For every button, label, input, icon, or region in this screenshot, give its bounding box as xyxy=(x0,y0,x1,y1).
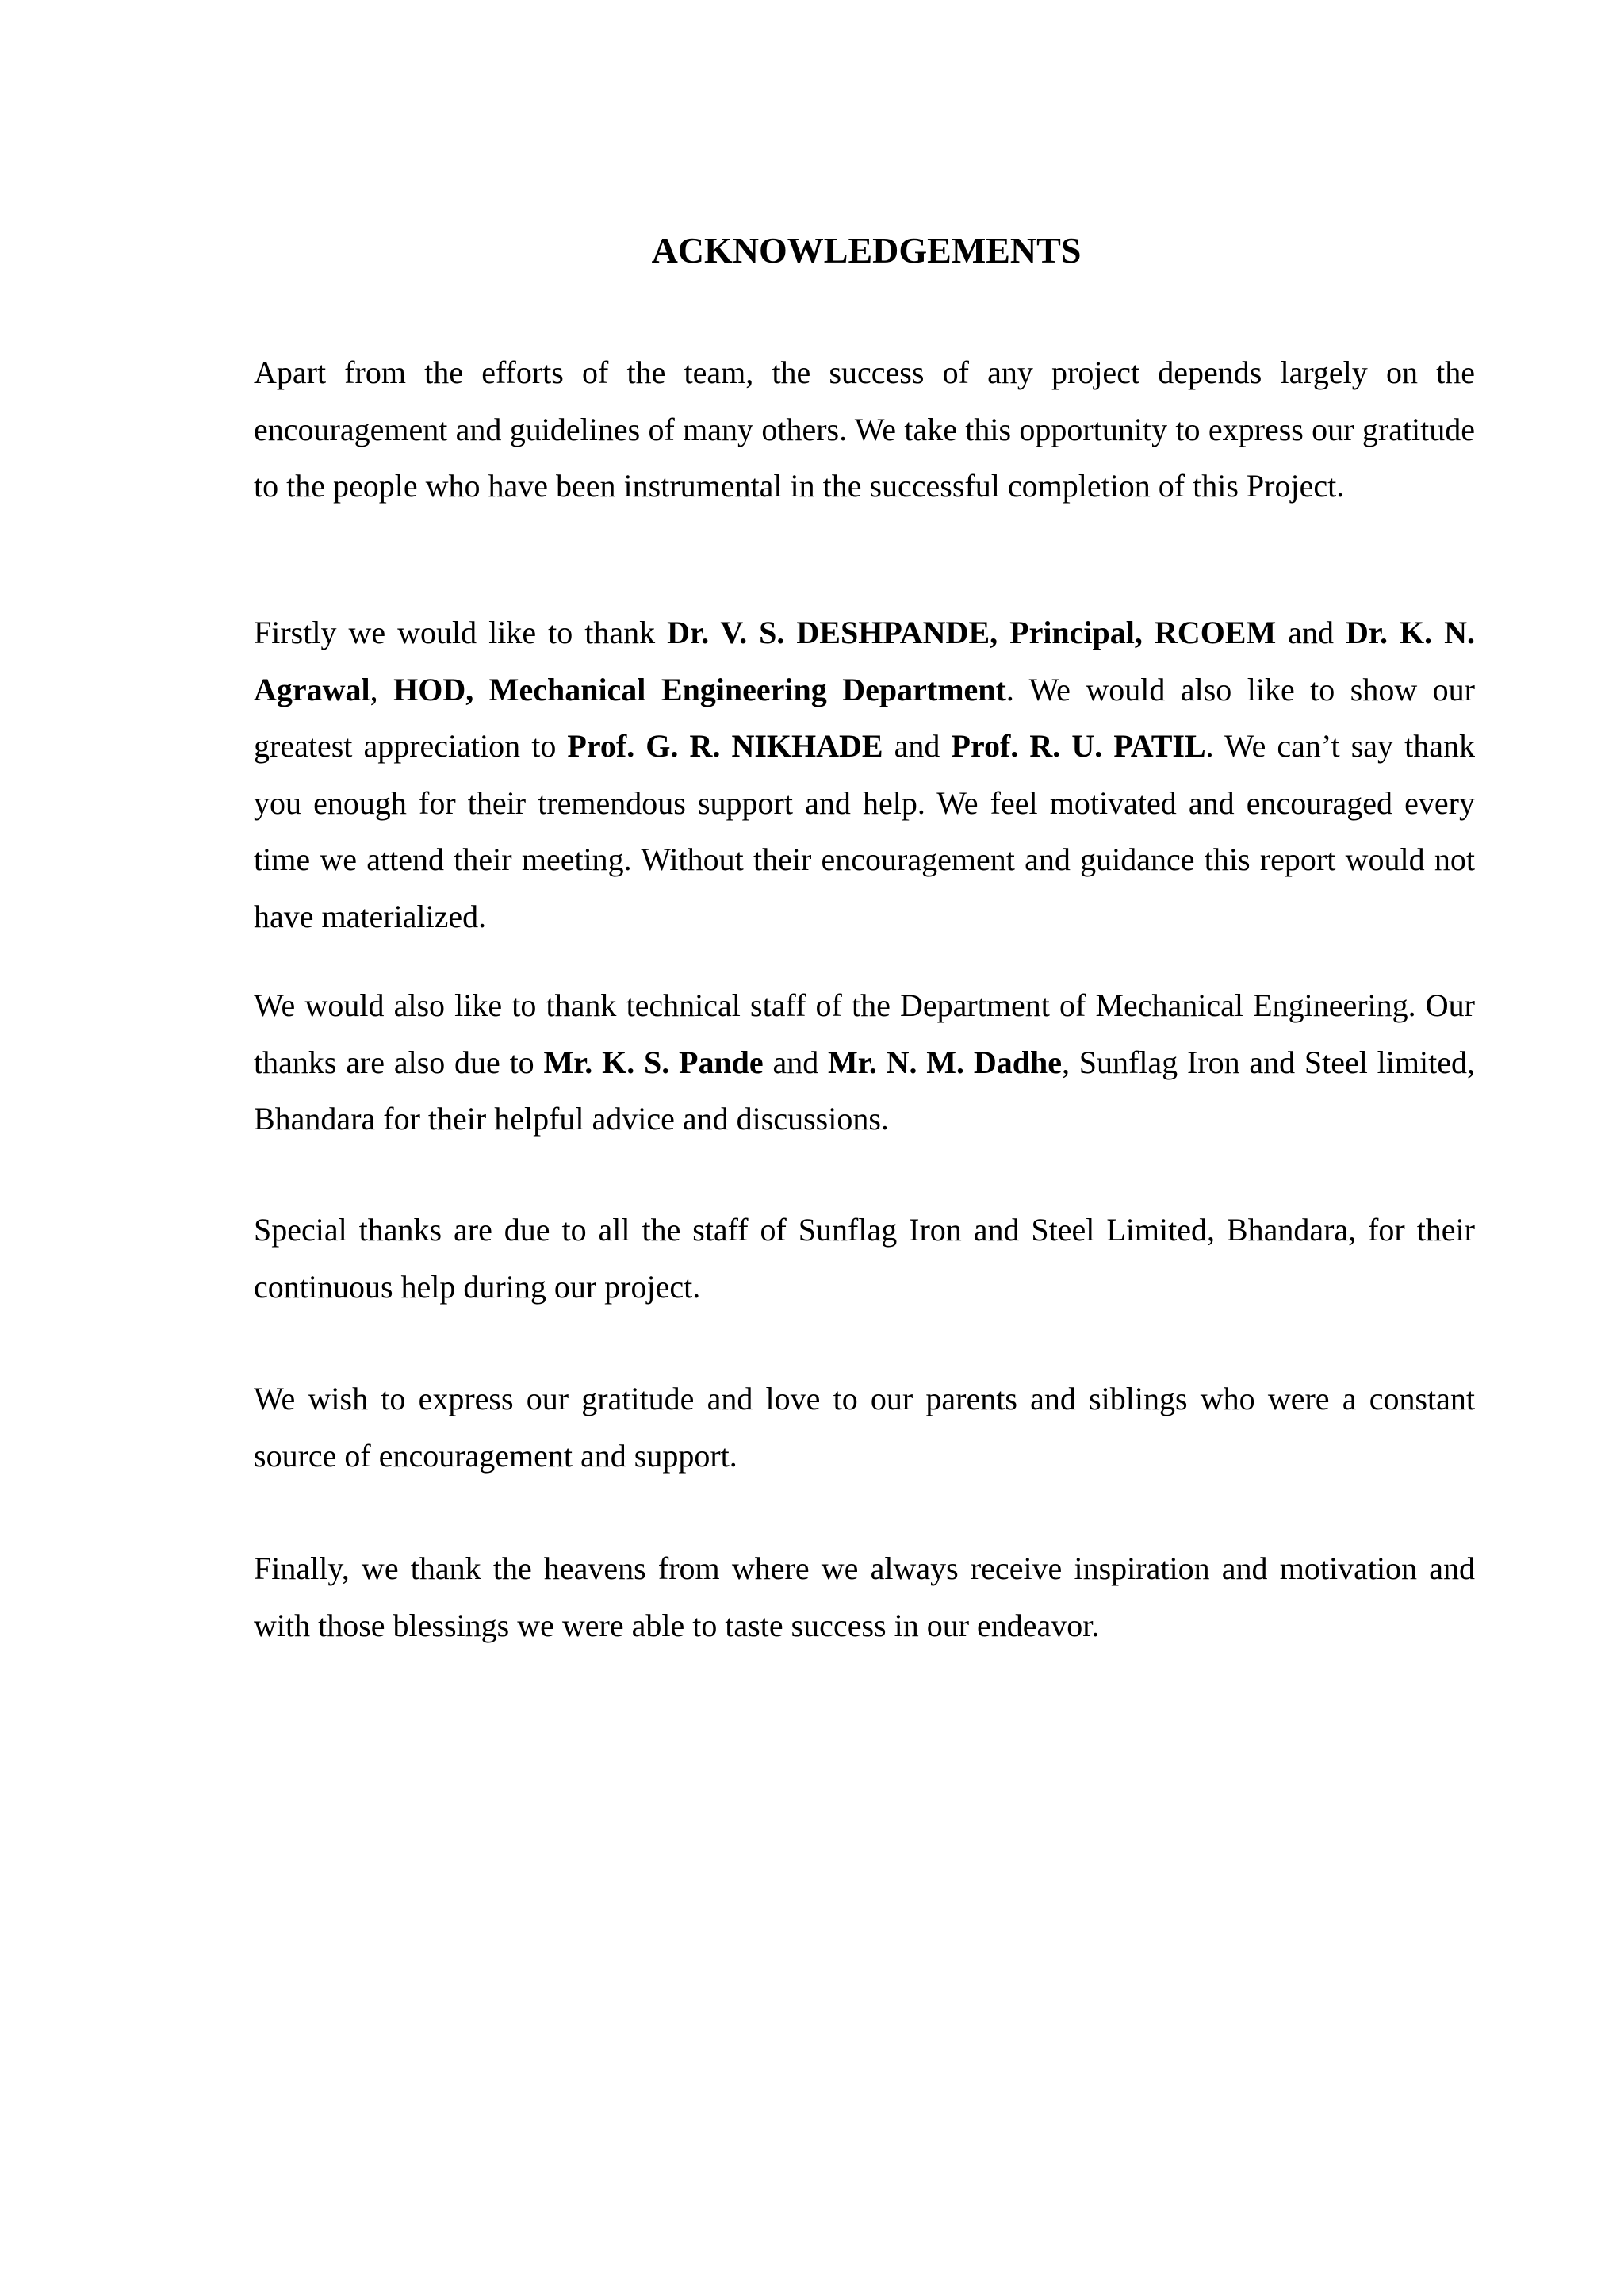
paragraph-text: and xyxy=(1276,615,1346,650)
paragraph-text: and xyxy=(883,728,952,764)
paragraph-family xyxy=(254,1370,1475,1484)
paragraph-text: Apart from the efforts of the team, the success of any project depends largely on the encouragement and guidelines of many others. We take this opportunity to express our gratitude to the people who have been instrumental in the successful completion of this Project. xyxy=(254,355,1475,504)
paragraph-technical-staff xyxy=(254,977,1475,1148)
paragraph-text: Finally, we thank the heavens from where we always receive inspiration and motivation and with those blessings we were able to taste success in our endeavor. xyxy=(254,1550,1475,1643)
name-hod: Dr. K. N. Agrawal xyxy=(254,615,1476,707)
paragraph-intro xyxy=(254,344,1475,515)
paragraph-text: . We would also like to show our greatest appreciation to xyxy=(254,671,1475,764)
name-guide-1: Prof. G. R. NIKHADE xyxy=(567,728,883,764)
paragraph-closing xyxy=(254,1540,1475,1654)
name-industry-2: Mr. N. M. Dadhe xyxy=(828,1044,1062,1080)
paragraph-text: . We can’t say thank you enough for their tremendous support and help. We feel motivated and encouraged every time we attend their meeting. Without their encouragement and guidance this report would not have materialized. xyxy=(254,728,1475,934)
paragraph-text: Firstly we would like to thank xyxy=(254,615,668,650)
paragraph-faculty-thanks xyxy=(254,604,1475,945)
name-principal: Dr. V. S. DESHPANDE, Principal, RCOEM xyxy=(667,615,1277,650)
name-industry-1: Mr. K. S. Pande xyxy=(543,1044,764,1080)
paragraph-text: Special thanks are due to all the staff of Sunflag Iron and Steel Limited, Bhandara, for their continuous help during our project. xyxy=(254,1212,1475,1305)
paragraph-text: and xyxy=(763,1044,829,1080)
hod-department: HOD, Mechanical Engineering Department xyxy=(393,671,1006,707)
paragraph-text: We wish to express our gratitude and love to our parents and siblings who were a constant source of encouragement and support. xyxy=(254,1381,1475,1474)
paragraph-special-thanks xyxy=(254,1202,1475,1315)
name-guide-2: Prof. R. U. PATIL xyxy=(951,728,1206,764)
paragraph-text: We would also like to thank technical staff of the Department of Mechanical Engineering. Our thanks are also due to xyxy=(254,987,1475,1080)
paragraph-text: , xyxy=(370,671,394,707)
paragraph-text: , Sunflag Iron and Steel limited, Bhandara for their helpful advice and discussions. xyxy=(254,1044,1475,1137)
page-title: ACKNOWLEDGEMENTS xyxy=(651,230,1082,270)
